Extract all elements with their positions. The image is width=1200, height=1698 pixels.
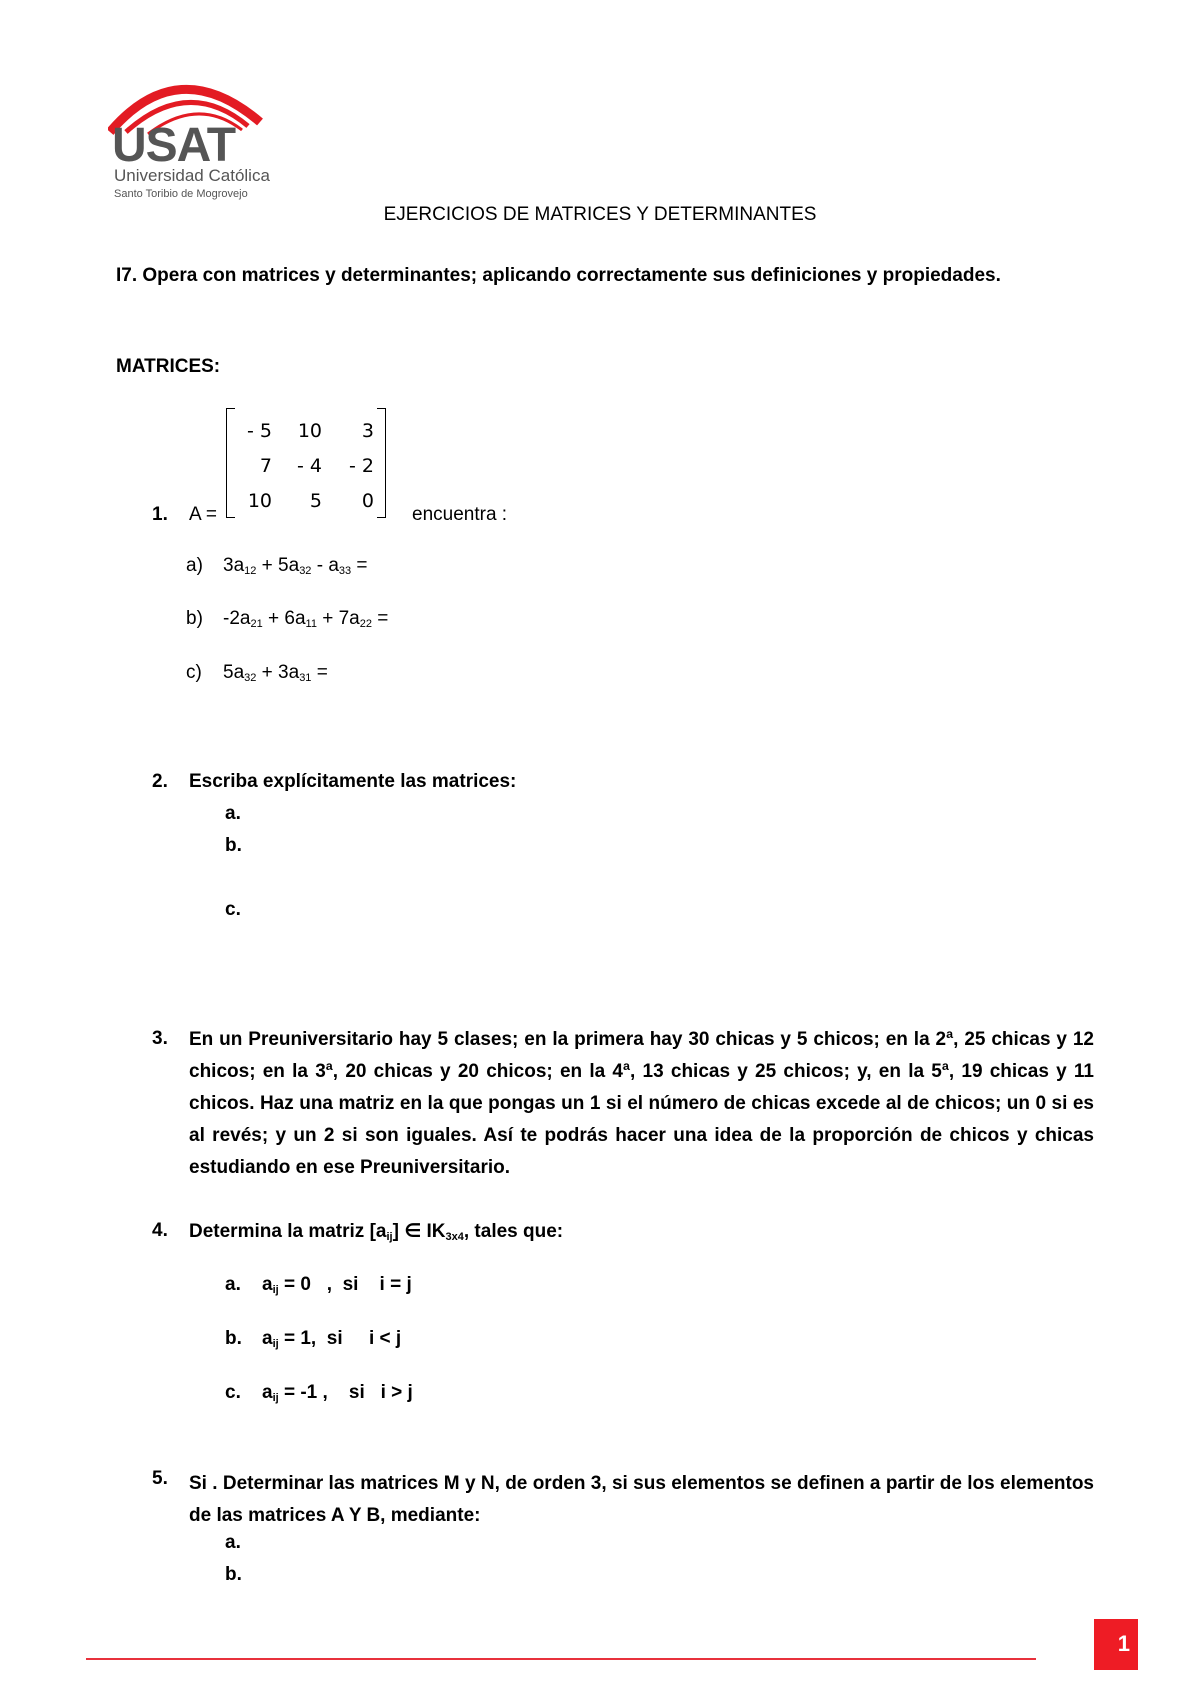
exercise-1-tail: encuentra : [412, 504, 508, 525]
item-condition: $a_{ij} = -1$ , si i > j [262, 1382, 413, 1404]
item-letter: b. [225, 835, 242, 856]
matrix-cell: 10 [247, 490, 272, 512]
page-title: EJERCICIOS DE MATRICES Y DETERMINANTES [383, 204, 817, 225]
competence-statement: I7. Opera con matrices y determinantes; aplicando correctamente sus definiciones y propiedades. [116, 265, 1001, 286]
footer-rule [86, 1658, 1036, 1660]
matrix-cell: 5 [309, 490, 322, 512]
item-letter: c. [225, 1382, 241, 1403]
logo-subtitle: Santo Toribio de Mogrovejo [114, 188, 248, 200]
exercise-2-text: Escriba explícitamente las matrices: [189, 771, 517, 792]
matrix-a [226, 408, 386, 516]
matrix-right-bracket [377, 408, 386, 518]
matrix-cell: - 2 [349, 455, 374, 477]
matrix-label: A = [189, 504, 217, 525]
matrix-cell: 7 [259, 455, 272, 477]
item-expression: $5a_{32} + 3a_{31}$ = [223, 662, 328, 684]
matrix-cell: - 4 [297, 455, 322, 477]
item-letter: c) [186, 662, 202, 683]
item-letter: b) [186, 608, 203, 629]
matrix-cell: 0 [361, 490, 374, 512]
exercise-5-text: Si . Determinar las matrices M y N, de orden 3, si sus elementos se definen a partir de los elementos de las matrices A Y B, mediante: [189, 1473, 1094, 1526]
item-condition: $a_{ij} = 1$, si i < j [262, 1328, 402, 1350]
exercise-number: 5. [152, 1468, 168, 1489]
item-letter: c. [225, 899, 241, 920]
item-letter: b. [225, 1328, 242, 1349]
item-letter: a. [225, 1274, 241, 1295]
logo-university: Universidad Católica [114, 166, 270, 185]
section-heading: MATRICES: [116, 356, 221, 377]
item-expression: $-2a_{21} + 6a_{11} + 7a_{22}$ = [223, 608, 389, 630]
exercise-number: 3. [152, 1028, 168, 1049]
exercise-number: 2. [152, 771, 168, 792]
item-letter: a. [225, 1532, 241, 1553]
item-condition: $a_{ij} = 0$ , si i = j [262, 1274, 412, 1296]
exercise-number: 1. [152, 504, 168, 525]
matrix-cell: 10 [297, 420, 322, 442]
item-letter: a. [225, 803, 241, 824]
item-letter: b. [225, 1564, 242, 1585]
page-number: 1 [1094, 1619, 1138, 1670]
item-letter: a) [186, 555, 203, 576]
exercise-4-text: Determina la matriz $[a_{ij}]$ ∈ $IK_{3x4}$, tales que: [189, 1221, 564, 1243]
matrix-cell: 3 [361, 420, 374, 442]
matrix-cell: - 5 [247, 420, 272, 442]
exercise-number: 4. [152, 1220, 168, 1241]
logo-brand: USAT [112, 119, 236, 172]
item-expression: $3a_{12} + 5a_{32} - a_{33}$ = [223, 555, 368, 577]
exercise-3-text: En un Preuniversitario hay 5 clases; en la primera hay 30 chicas y 5 chicos; en la 2ª, 25 chicas y 12 chicos; en la 3ª, 20 chicas y 20 chicos; en la 4ª, 13 chicas y 25 chicos; y, en la 5ª, 19 chicas y 11 chicos. Haz una matriz en la que pongas un 1 si el número de chicas excede al de chicos; un 0 si es al revés; y un 2 si son iguales. Así te podrás hacer una idea de la proporción de chicos y chicas estudiando en ese Preuniversitario. [189, 1029, 1094, 1178]
